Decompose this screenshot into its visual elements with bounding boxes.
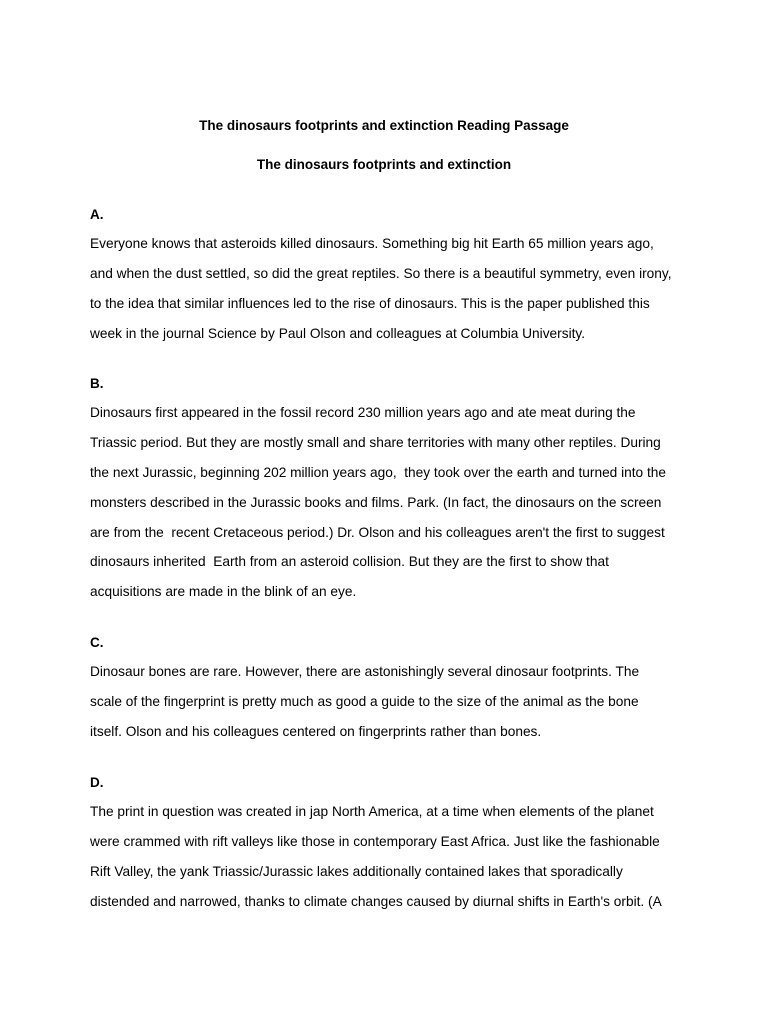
section-b-label: B. — [90, 376, 104, 391]
section-c-label: C. — [90, 635, 104, 650]
paragraph-line: week in the journal Science by Paul Olson and colleagues at Columbia University. — [90, 325, 586, 341]
paragraph-line: dinosaurs inherited Earth from an asteroid collision. But they are the first to show that — [90, 554, 609, 570]
paragraph-line: Everyone knows that asteroids killed dinosaurs. Something big hit Earth 65 million years ago, — [90, 236, 654, 251]
paragraph-line: were crammed with rift valleys like those in contemporary East Africa. Just like the fashionable — [90, 833, 660, 849]
section-d-paragraph — [90, 797, 690, 917]
section-d-label: D. — [90, 775, 104, 790]
section-a-paragraph — [90, 229, 690, 349]
paragraph-line: monsters described in the Jurassic books and films. Park. (In fact, the dinosaurs on the screen — [90, 494, 662, 510]
paragraph-line: itself. Olson and his colleagues centered on fingerprints rather than bones. — [90, 723, 542, 739]
paragraph-line: scale of the fingerprint is pretty much as good a guide to the size of the animal as the bone — [90, 693, 639, 709]
section-b-paragraph — [90, 398, 690, 607]
paragraph-line: distended and narrowed, thanks to climate changes caused by diurnal shifts in Earth's orbit. (A — [90, 893, 662, 909]
document-subtitle: The dinosaurs footprints and extinction — [256, 157, 512, 172]
document-title: The dinosaurs footprints and extinction Reading Passage — [199, 118, 569, 133]
section-c-paragraph — [90, 657, 690, 747]
paragraph-line: Dinosaur bones are rare. However, there are astonishingly several dinosaur footprints. The — [90, 664, 640, 679]
paragraph-line: acquisitions are made in the blink of an eye. — [90, 584, 357, 600]
paragraph-line: Triassic period. But they are mostly small and share territories with many other reptiles. During — [90, 434, 661, 450]
section-a-label: A. — [90, 207, 104, 222]
paragraph-line: the next Jurassic, beginning 202 million years ago, they took over the earth and turned into the — [90, 464, 666, 480]
paragraph-line: The print in question was created in jap North America, at a time when elements of the planet — [90, 804, 654, 819]
paragraph-line: and when the dust settled, so did the great reptiles. So there is a beautiful symmetry, even irony, — [90, 265, 672, 281]
paragraph-line: Rift Valley, the yank Triassic/Jurassic lakes additionally contained lakes that sporadically — [90, 863, 623, 879]
paragraph-line: to the idea that similar influences led to the rise of dinosaurs. This is the paper published this — [90, 295, 650, 311]
paragraph-line: are from the recent Cretaceous period.) Dr. Olson and his colleagues aren't the first to suggest — [90, 524, 665, 540]
paragraph-line: Dinosaurs first appeared in the fossil record 230 million years ago and ate meat during the — [90, 405, 636, 420]
